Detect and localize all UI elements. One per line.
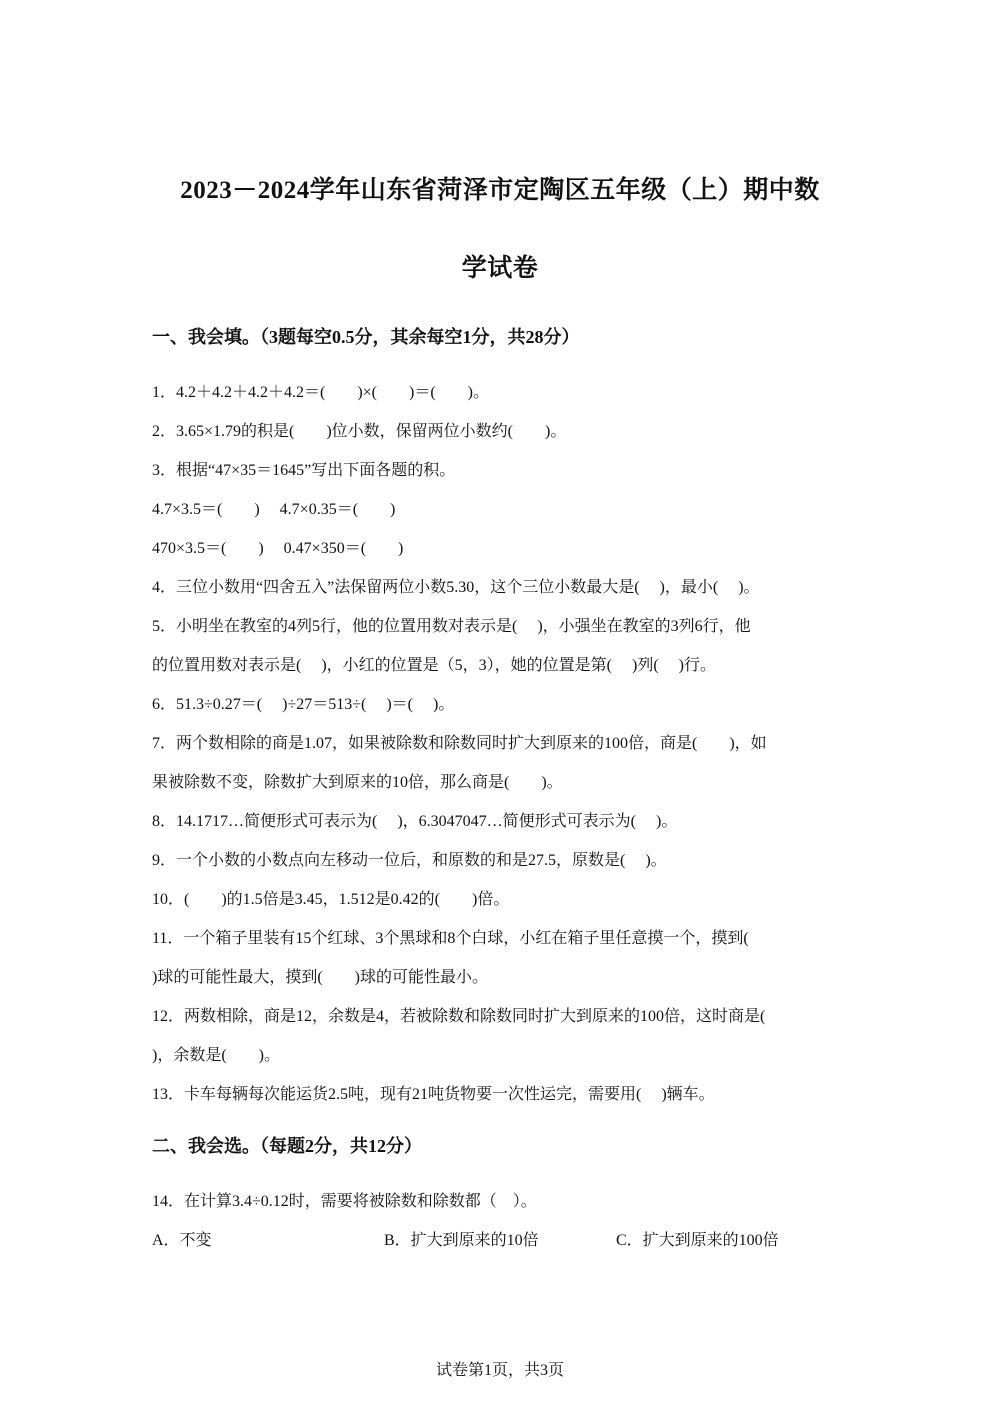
question-line: )球的可能性最大，摸到( )球的可能性最小。 xyxy=(152,969,488,986)
question-line: 3．根据“47×35＝1645”写出下面各题的积。 xyxy=(152,462,456,479)
question-line: 6．51.3÷0.27＝( )÷27＝513÷( )＝( )。 xyxy=(152,696,455,713)
section-heading-fill: 一、我会填。（3题每空0.5分，其余每空1分，共28分） xyxy=(152,327,580,347)
question-line: 5．小明坐在教室的4列5行，他的位置用数对表示是( )，小强坐在教室的3列6行，他 xyxy=(152,618,751,635)
choice-c: C．扩大到原来的100倍 xyxy=(616,1232,779,1249)
question-line: 4.7×3.5＝( ) 4.7×0.35＝( ) xyxy=(152,501,396,518)
exam-title-line1: 2023－2024学年山东省菏泽市定陶区五年级（上）期中数 xyxy=(180,177,820,204)
section-heading-choice: 二、我会选。（每题2分，共12分） xyxy=(152,1136,422,1156)
question-line: 12．两数相除，商是12，余数是4，若被除数和除数同时扩大到原来的100倍，这时商是( xyxy=(152,1008,766,1025)
question-line: 果被除数不变，除数扩大到原来的10倍，那么商是( )。 xyxy=(152,774,563,791)
question-line: 11．一个箱子里装有15个红球、3个黑球和8个白球，小红在箱子里任意摸一个，摸到( xyxy=(152,930,749,947)
question-line: 1．4.2＋4.2＋4.2＋4.2＝( )×( )＝( )。 xyxy=(152,384,489,401)
question-line: 470×3.5＝( ) 0.47×350＝( ) xyxy=(152,540,404,557)
choice-b: B．扩大到原来的10倍 xyxy=(384,1232,539,1249)
choice-a: A．不变 xyxy=(152,1232,212,1249)
question-line: 4．三位小数用“四舍五入”法保留两位小数5.30，这个三位小数最大是( )，最小( )。 xyxy=(152,579,760,596)
question-line: 的位置用数对表示是( )，小红的位置是（5，3），她的位置是第( )列( )行。 xyxy=(152,657,716,674)
question-line: 2．3.65×1.79的积是( )位小数，保留两位小数约( )。 xyxy=(152,423,567,440)
question-line: 13．卡车每辆每次能运货2.5吨，现有21吨货物要一次性运完，需要用( )辆车。 xyxy=(152,1086,715,1103)
question-line: )，余数是( )。 xyxy=(152,1047,280,1064)
exam-title-line2: 学试卷 xyxy=(461,255,539,282)
question-line: 9．一个小数的小数点向左移动一位后，和原数的和是27.5，原数是( )。 xyxy=(152,852,667,869)
page-footer: 试卷第1页，共3页 xyxy=(435,1362,564,1379)
question-line: 8．14.1717…简便形式可表示为( )，6.3047047…简便形式可表示为( )。 xyxy=(152,813,678,830)
question-line: 14．在计算3.4÷0.12时，需要将被除数和除数都（ ）。 xyxy=(152,1193,537,1210)
question-line: 7．两个数相除的商是1.07，如果被除数和除数同时扩大到原来的100倍，商是( )，如 xyxy=(152,735,767,752)
question-line: 10．( )的1.5倍是3.45，1.512是0.42的( )倍。 xyxy=(152,891,510,908)
